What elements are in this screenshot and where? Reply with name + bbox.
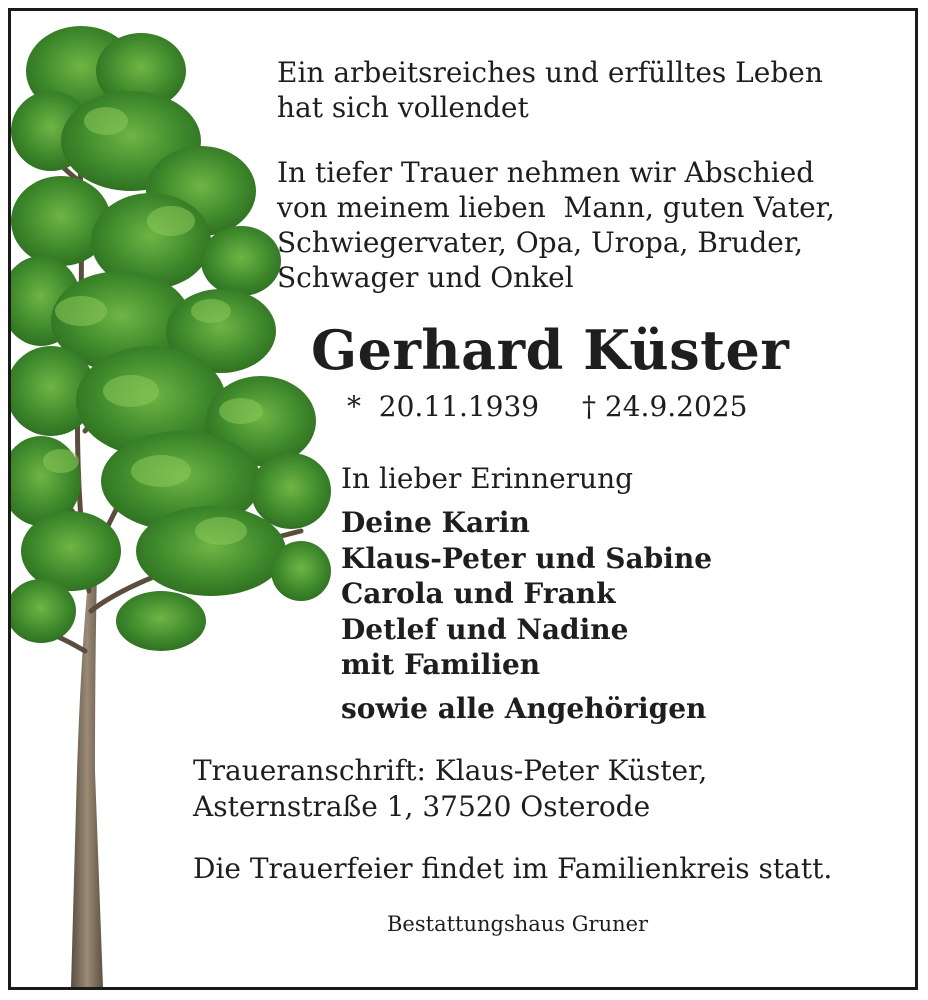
signer: Deine Karin	[341, 506, 530, 539]
signer: Carola und Frank	[341, 577, 616, 610]
signer: mit Familien	[341, 648, 541, 681]
life-dates	[347, 389, 747, 425]
farewell-text: In tiefer Trauer nehmen wir Abschied von meinem lieben Mann, guten Vater, Schwiegervater, Opa, Uropa, Bruder, Schwager und Onkel	[277, 156, 835, 294]
signer: Klaus-Peter und Sabine	[341, 541, 713, 575]
undertaker-name: Bestattungshaus Gruner	[387, 912, 649, 936]
deceased-name: Gerhard Küster	[311, 318, 790, 382]
ceremony-note: Die Trauerfeier findet im Familienkreis statt.	[193, 852, 833, 885]
intro-text: Ein arbeitsreiches und erfülltes Leben hat sich vollendet	[277, 56, 823, 124]
birth-date: * 20.11.1939	[347, 390, 540, 423]
relatives-line: sowie alle Angehörigen	[341, 692, 707, 725]
signer-list	[341, 505, 712, 683]
mourning-address: Traueranschrift: Klaus-Peter Küster, Asternstraße 1, 37520 Osterode	[193, 754, 708, 823]
remembrance-line: In lieber Erinnerung	[341, 462, 634, 495]
signer: Detlef und Nadine	[341, 612, 629, 646]
death-date: † 24.9.2025	[582, 390, 748, 423]
obituary-frame	[8, 8, 918, 990]
